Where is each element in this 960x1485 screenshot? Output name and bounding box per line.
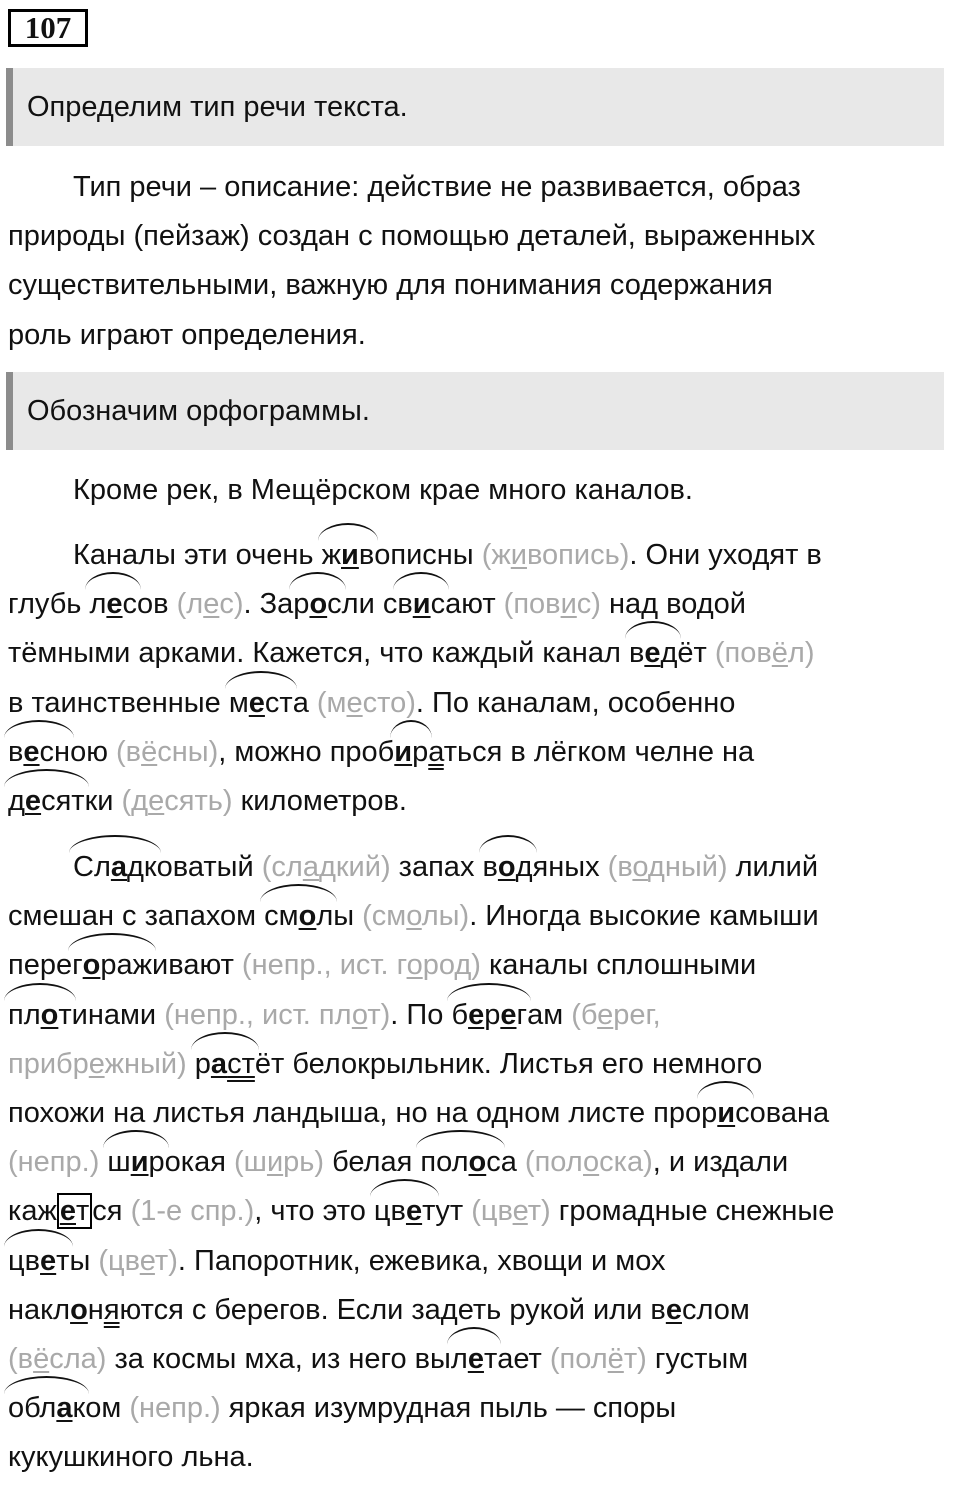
speech-type-paragraph [8,163,956,360]
section-heading-orthograms: Обозначим орфограммы. [6,372,944,450]
section-heading-speech-type: Определим тип речи текста. [6,68,944,146]
orthogram-paragraph-2: Сладковатый (сладкий) запах водяных (водный) лилий смешан с запахом смолы (смолы). Иногда высокие камыши перегораживают (непр., ист. город) каналы сплошными плотинами (непр., ист. плот). По берегам (берег, прибрежный) растёт белокрыльник. Листья его немного похожи на листья ландыша, но на одном листе прорисована (непр.) широкая (ширь) белая полоса (полоска), и издали каж ет ся (1-е спр.), что это цветут (цвет) громадные снежные цветы (цвет). Папоротник, ежевика, хвощи и мох наклоняются с берегов. Если задеть рукой или веслом (вёсла) за космы мха, из него вылетает (полёт) густым облаком (непр.) яркая изумрудная пыль — споры кукушкиного льна. [8,843,956,1482]
task-number: 107 [8,9,88,47]
paragraph-line: Кроме рек, в Мещёрском крае много каналов. [73,474,693,506]
paragraph-line: роль играют определения. [8,318,366,351]
orthogram-paragraph-1: Каналы эти очень живописны (живопись). Они уходят в глубь лесов (лес). Заросли свисают (повис) над водой тёмными арками. Кажется, что каждый канал ведёт (повёл) в таинственные места (место). По каналам, особенно весною (вёсны), можно пробираться в лёгком челне на десятки (десять) километров. [8,531,956,826]
intro-sentence [8,466,956,515]
paragraph-line: природы (пейзаж) создан с помощью деталей, выраженных [8,220,816,253]
paragraph-line: Тип речи – описание: действие не развивается, образ [73,171,801,203]
paragraph-line: существительными, важную для понимания содержания [8,269,773,302]
